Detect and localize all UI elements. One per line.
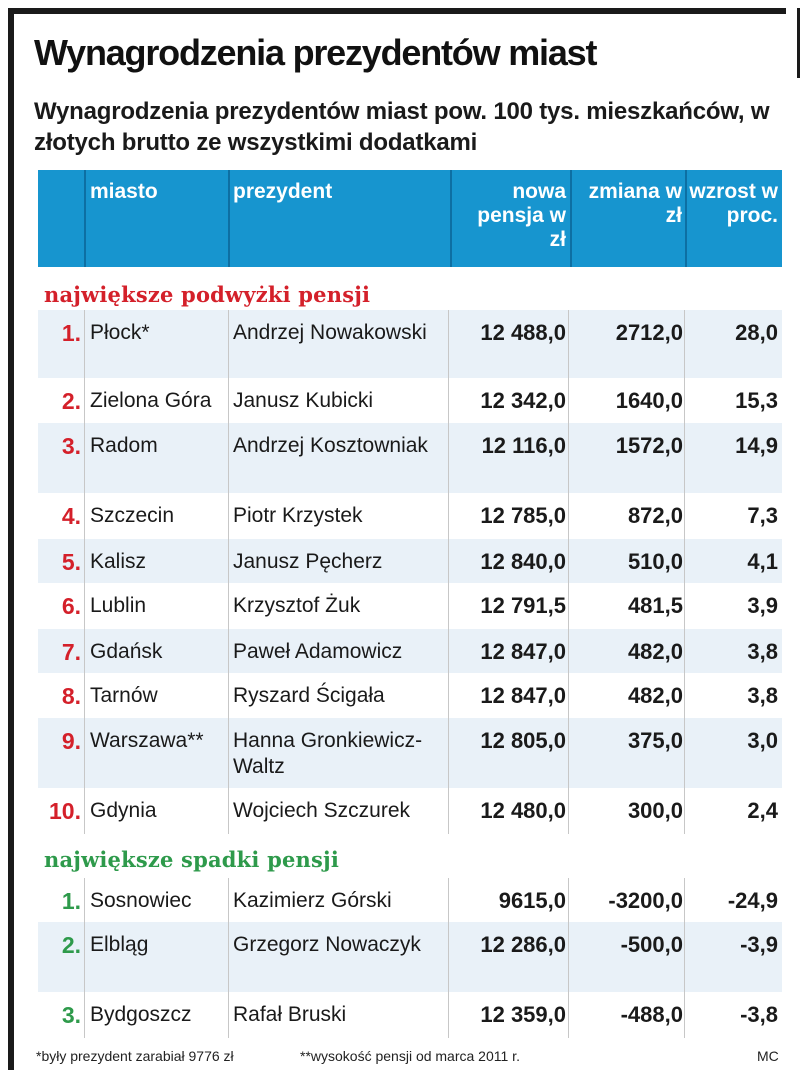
row-change: 1640,0 [615,388,683,413]
header-president: prezydent [233,180,333,203]
row-city: Bydgoszcz [90,1003,192,1026]
row-percent: 3,8 [747,683,778,708]
column-divider [228,878,229,1038]
footnote-2: **wysokość pensji od marca 2011 r. [300,1048,520,1064]
credit: MC [757,1048,779,1064]
header-new-salary: nowa pensja w zł [477,180,566,251]
row-city: Gdańsk [90,640,163,663]
row-rank: 3. [61,1002,81,1028]
row-rank: 8. [61,683,81,709]
row-change: 481,5 [627,593,683,618]
row-percent: -3,8 [740,1002,778,1027]
row-city: Tarnów [90,684,158,707]
row-change: 375,0 [627,728,683,753]
row-percent: 3,0 [747,728,778,753]
frame-left-border [8,8,14,1070]
table-row [38,378,782,423]
row-city: Radom [90,434,158,457]
row-rank: 9. [61,728,81,754]
row-new-salary: 12 840,0 [480,549,566,574]
column-divider [448,878,449,1038]
header-change: zmiana w zł [588,180,682,227]
row-percent: 2,4 [747,798,778,823]
row-president: Wojciech Szczurek [233,799,411,822]
row-new-salary: 12 359,0 [480,1002,566,1027]
row-new-salary: 12 480,0 [480,798,566,823]
row-city: Lublin [90,594,147,617]
row-president: Andrzej Nowakowski [233,321,427,344]
row-president: Janusz Pęcherz [233,550,383,573]
row-president: Andrzej Kosztowniak [233,434,428,457]
row-change: 482,0 [627,683,683,708]
table-row [38,718,782,788]
table-row [38,539,782,583]
row-city: Warszawa** [90,729,204,752]
row-new-salary: 12 847,0 [480,683,566,708]
row-president: Ryszard Ścigała [233,684,385,707]
row-city: Gdynia [90,799,157,822]
column-divider [448,310,449,834]
table-row [38,629,782,673]
row-change: -3200,0 [608,888,683,913]
table-row [38,788,782,834]
table-row [38,310,782,378]
header-city: miasto [90,180,158,203]
header-divider [685,170,687,267]
column-divider [568,310,569,834]
frame-right-border [797,8,800,78]
table-row [38,493,782,539]
page-subtitle: Wynagrodzenia prezydentów miast pow. 100 tys. mieszkańców, w złotych brutto ze wszystkimi dodatkami [34,98,770,156]
row-percent: 3,9 [747,593,778,618]
table-row [38,583,782,629]
row-rank: 1. [61,320,81,346]
section-increases-label: największe podwyżki pensji [44,282,371,307]
row-president: Krzysztof Żuk [233,594,361,617]
row-rank: 4. [61,503,81,529]
row-new-salary: 12 805,0 [480,728,566,753]
table-row [38,878,782,922]
page-title: Wynagrodzenia prezydentów miast [34,32,597,73]
row-president: Piotr Krzystek [233,504,363,527]
table-row [38,992,782,1038]
row-president: Rafał Bruski [233,1003,347,1026]
row-new-salary: 12 488,0 [480,320,566,345]
row-rank: 5. [61,549,81,575]
row-new-salary: 12 847,0 [480,639,566,664]
row-city: Sosnowiec [90,889,192,912]
row-rank: 2. [61,932,81,958]
row-president: Kazimierz Górski [233,889,392,912]
row-change: 2712,0 [615,320,683,345]
column-divider [228,310,229,834]
row-change: 482,0 [627,639,683,664]
frame-top-border [8,8,786,14]
row-percent: 7,3 [747,503,778,528]
header-increase: wzrost w proc. [689,180,778,227]
row-president: Grzegorz Nowaczyk [233,933,421,956]
row-president: Paweł Adamowicz [233,640,403,663]
column-divider [684,878,685,1038]
row-new-salary: 12 342,0 [480,388,566,413]
row-city: Płock* [90,321,150,344]
row-new-salary: 9615,0 [498,888,566,913]
row-rank: 1. [61,888,81,914]
table-row [38,922,782,992]
row-new-salary: 12 116,0 [481,433,566,458]
row-rank: 10. [49,798,81,824]
row-city: Szczecin [90,504,175,527]
row-change: 300,0 [627,798,683,823]
row-change: -500,0 [620,932,683,957]
row-city: Kalisz [90,550,147,573]
column-divider [568,878,569,1038]
table-row [38,423,782,493]
header-divider [84,170,86,267]
table-header [38,170,782,267]
row-new-salary: 12 286,0 [480,932,566,957]
row-new-salary: 12 791,5 [480,593,566,618]
header-divider [228,170,230,267]
row-change: 1572,0 [615,433,683,458]
header-divider [570,170,572,267]
row-rank: 2. [61,388,81,414]
row-percent: 3,8 [747,639,778,664]
column-divider [84,310,85,834]
row-president: Janusz Kubicki [233,389,374,412]
header-divider [450,170,452,267]
row-city: Zielona Góra [90,389,212,412]
row-percent: -24,9 [727,888,778,913]
row-rank: 3. [61,433,81,459]
section-decreases-label: największe spadki pensji [44,847,340,872]
table-row [38,673,782,718]
row-new-salary: 12 785,0 [480,503,566,528]
row-change: 510,0 [627,549,683,574]
column-divider [84,878,85,1038]
row-percent: 28,0 [735,320,778,345]
row-percent: 4,1 [747,549,778,574]
row-percent: -3,9 [740,932,778,957]
row-president: Hanna Gronkiewicz-Waltz [233,729,423,778]
row-change: 872,0 [627,503,683,528]
row-change: -488,0 [620,1002,683,1027]
row-percent: 14,9 [735,433,778,458]
row-rank: 7. [61,639,81,665]
footnote-1: *były prezydent zarabiał 9776 zł [36,1048,234,1064]
row-percent: 15,3 [735,388,778,413]
row-rank: 6. [61,593,81,619]
row-city: Elbląg [90,933,149,956]
column-divider [684,310,685,834]
